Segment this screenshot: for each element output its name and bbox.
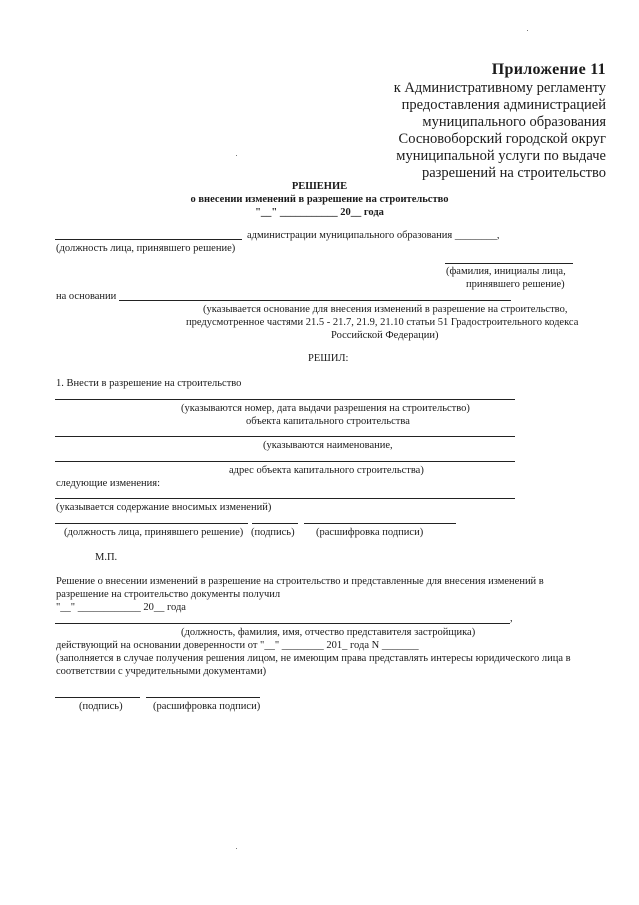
- document-date: "__" ___________ 20__ года: [255, 207, 384, 218]
- scan-speck: [527, 30, 528, 31]
- sign-line: [252, 523, 298, 524]
- basis-label: на основании: [56, 291, 117, 302]
- scan-speck: [236, 155, 237, 156]
- proxy-note: соответствии с учредительными документами): [56, 666, 267, 677]
- representative-fill-line: [55, 623, 510, 624]
- basis-caption: предусмотренное частями 21.5 - 21.7, 21.9, 21.10 статьи 51 Градостроительного кодекса: [186, 317, 579, 328]
- position-caption: (должность лица, принявшего решение): [56, 243, 236, 254]
- receipt-date: "__" ____________ 20__ года: [56, 602, 186, 613]
- changes-label: следующие изменения:: [56, 478, 161, 489]
- document-title: РЕШЕНИЕ: [291, 181, 348, 192]
- changes-caption: (указывается содержание вносимых изменений): [56, 502, 272, 513]
- sign-position-line: [55, 523, 248, 524]
- appendix-line: муниципальной услуги по выдаче: [396, 148, 606, 164]
- appendix-line: разрешений на строительство: [421, 165, 606, 181]
- sign-decode-line: [304, 523, 456, 524]
- sign-decode-caption: (расшифровка подписи): [316, 527, 424, 538]
- permit-fill-line: [55, 399, 515, 400]
- receipt-text: Решение о внесении изменений в разрешение на строительство и представленные для внесения изменений в: [56, 576, 544, 587]
- receipt-decode-line: [146, 697, 260, 698]
- appendix-line: предоставления администрацией: [401, 97, 606, 113]
- fio-fill-line: [445, 263, 573, 264]
- appendix-title: Приложение 11: [491, 61, 606, 78]
- representative-comma: ,: [510, 613, 513, 624]
- object-name-caption: (указываются наименование,: [263, 440, 393, 451]
- document-subtitle: о внесении изменений в разрешение на строительство: [190, 194, 449, 205]
- proxy-note: (заполняется в случае получения решения лицом, не имеющим права представлять интересы юридического лица в: [56, 653, 571, 664]
- appendix-line: к Административному регламенту: [393, 80, 606, 96]
- sign-caption: (подпись): [251, 527, 295, 538]
- receipt-decode-caption: (расшифровка подписи): [153, 701, 261, 712]
- item1-text: 1. Внести в разрешение на строительство: [56, 378, 242, 389]
- permit-caption: объекта капитального строительства: [246, 416, 410, 427]
- object-name-fill-line: [55, 436, 515, 437]
- basis-caption: Российской Федерации): [331, 330, 439, 341]
- stamp-label: М.П.: [95, 552, 118, 563]
- fio-caption: принявшего решение): [466, 279, 565, 290]
- admin-text: администрации муниципального образования ________,: [247, 230, 500, 241]
- receipt-sign-caption: (подпись): [79, 701, 123, 712]
- proxy-text: действующий на основании доверенности от "__" ________ 201_ года N _______: [56, 640, 419, 651]
- fio-caption: (фамилия, инициалы лица,: [446, 266, 566, 277]
- basis-caption: (указывается основание для внесения изменений в разрешение на строительство,: [203, 304, 568, 315]
- decided-label: РЕШИЛ:: [308, 353, 349, 364]
- representative-caption: (должность, фамилия, имя, отчество представителя застройщика): [181, 627, 476, 638]
- object-address-fill-line: [55, 461, 515, 462]
- receipt-text: разрешение на строительство документы получил: [56, 589, 281, 600]
- basis-fill-line: [119, 300, 511, 301]
- appendix-line: Сосновоборский городской округ: [398, 131, 606, 147]
- scan-speck: [236, 848, 237, 849]
- permit-caption: (указываются номер, дата выдачи разрешения на строительство): [181, 403, 470, 414]
- position-fill-line: [55, 239, 242, 240]
- sign-position-caption: (должность лица, принявшего решение): [64, 527, 244, 538]
- changes-fill-line: [55, 498, 515, 499]
- appendix-line: муниципального образования: [422, 114, 606, 130]
- receipt-sign-line: [55, 697, 140, 698]
- object-address-caption: адрес объекта капитального строительства): [229, 465, 424, 476]
